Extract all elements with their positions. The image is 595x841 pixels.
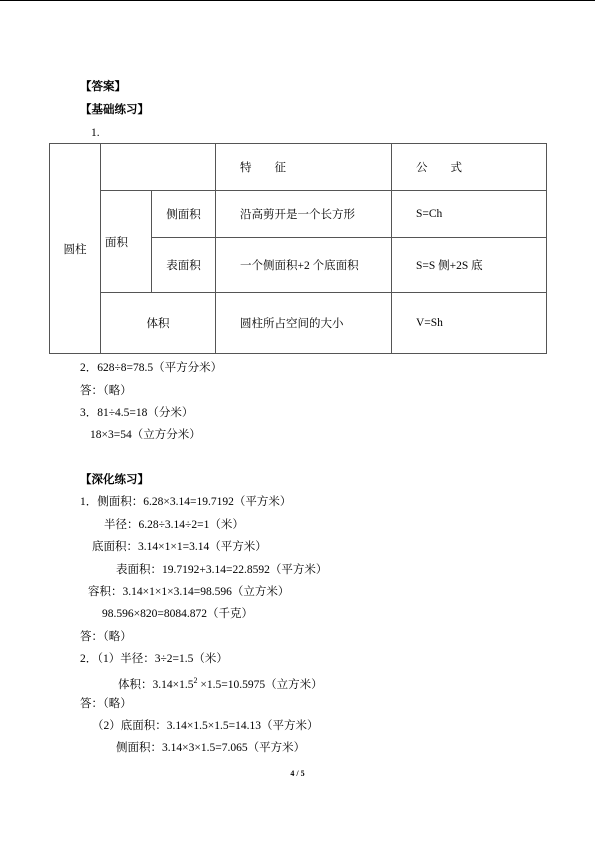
basic-line: 3．81÷4.5=18（分米） (80, 407, 194, 419)
heading-deep: 【深化练习】 (80, 474, 149, 486)
basic-line: 18×3=54（立方分米） (90, 429, 201, 441)
area-label: 面积 (101, 191, 152, 293)
table-row (50, 191, 547, 238)
page-number: 4 / 5 (290, 769, 305, 778)
cylinder-table (49, 143, 547, 354)
lateral-formula: S=Ch (392, 191, 547, 238)
deep-line: 半径：6.28÷3.14÷2=1（米） (104, 519, 244, 531)
heading-basic: 【基础练习】 (80, 104, 149, 116)
volume-calc-suffix: ×1.5=10.5975（立方米） (197, 678, 323, 691)
volume-calc-exponent: 2 (193, 676, 198, 685)
deep-line: 底面积：3.14×1×1=3.14（平方米） (92, 541, 267, 553)
deep-line: 容积：3.14×1×1×3.14=98.596（立方米） (88, 586, 290, 598)
surface-formula: S=S 侧+2S 底 (392, 238, 547, 293)
deep-line: 2．（1）半径：3÷2=1.5（米） (80, 653, 228, 665)
lateral-feature: 沿高剪开是一个长方形 (216, 191, 392, 238)
volume-calc-line (118, 674, 323, 692)
basic-line: 2．628÷8=78.5（平方分米） (80, 362, 223, 374)
heading-answer: 【答案】 (80, 81, 126, 93)
col-header-feature: 特 征 (216, 144, 392, 191)
deep-line: 表面积：19.7192+3.14=22.8592（平方米） (116, 564, 328, 576)
top-rule (0, 0, 595, 1)
tail-line: （2）底面积：3.14×1.5×1.5=14.13（平方米） (92, 720, 319, 732)
tail-line: 答：（略） (80, 698, 132, 710)
basic-line: 答：（略） (80, 385, 132, 397)
row-header-cylinder: 圆柱 (50, 144, 101, 354)
question-number: 1. (91, 127, 100, 139)
deep-line: 98.596×820=8084.872（千克） (102, 608, 253, 620)
lateral-label: 侧面积 (152, 191, 216, 238)
table-row (50, 293, 547, 354)
tail-line: 侧面积：3.14×3×1.5=7.065（平方米） (116, 742, 306, 754)
volume-calc-prefix: 体积：3.14×1.5 (118, 678, 194, 691)
volume-formula: V=Sh (392, 293, 547, 354)
table-corner-cell (101, 144, 216, 191)
volume-label: 体积 (101, 293, 216, 354)
col-header-formula: 公 式 (392, 144, 547, 191)
surface-feature: 一个侧面积+2 个底面积 (216, 238, 392, 293)
deep-line: 答：（略） (80, 631, 132, 643)
deep-line: 1．侧面积：6.28×3.14=19.7192（平方米） (80, 496, 292, 508)
volume-feature: 圆柱所占空间的大小 (216, 293, 392, 354)
surface-label: 表面积 (152, 238, 216, 293)
table-row (50, 144, 547, 191)
